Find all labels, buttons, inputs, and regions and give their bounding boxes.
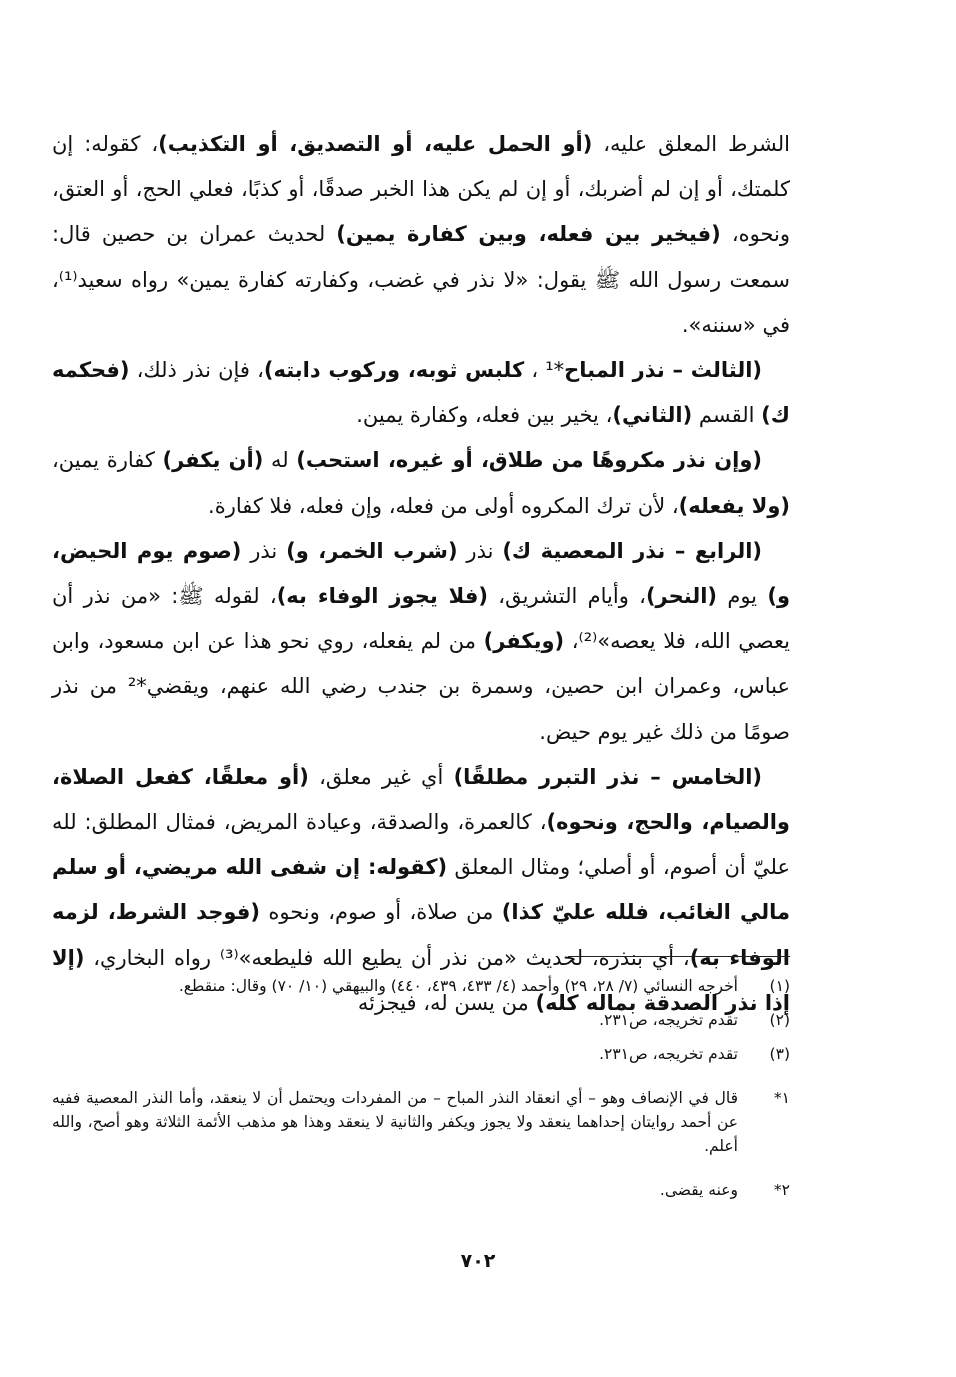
text-run: ، يخير بين فعله، وكفارة يمين. (356, 403, 613, 428)
footnote-text: تقدم تخريجه، ص٢٣١. (599, 1011, 738, 1029)
bold-run: (ولا يفعله) (678, 493, 790, 518)
bold-run: (الثالث – نذر المباح (564, 358, 763, 383)
bold-run: (أو معلقًا، كفعل الصلاة، والصيام، والحج، ونحوه) (52, 764, 790, 835)
text-run: أي غير معلق، (308, 764, 454, 789)
paragraph-2 (52, 348, 790, 438)
bold-run: (صوم يوم الحيض، و) (52, 538, 791, 609)
text-run: من لم يفعله، روي نحو هذا عن ابن مسعود، وابن عباس، وعمران ابن حصين، وسمرة بن جندب رضي الله عنهم، ويقضي*² من نذر صومًا من ذلك غير يوم حيض. (52, 629, 790, 744)
text-run: ، فإن نذر ذلك، (129, 358, 264, 383)
footnote-star-1 (52, 1086, 790, 1158)
text-run: الشرط المعلق عليه، (592, 132, 790, 156)
footnote-text: قال في الإنصاف وهو – أي انعقاد النذر المباح – من المفردات ويحتمل أن لا ينعقد، وأما النذر المعصية ففيه عن أحمد روايتان إحداهما ينعقد ولا يجوز ويكفر والثانية لا ينعقد وهذا هو مذهب الأئمة الثلاثة وهو أصح، والله أعلم. (52, 1089, 738, 1155)
paragraph-3 (52, 438, 790, 528)
bold-run: (فيخير بين فعله، وبين كفارة يمين) (336, 222, 721, 247)
footnote-star-2 (52, 1178, 790, 1202)
paragraph-1 (52, 122, 790, 348)
bold-run: (الثاني) (612, 403, 693, 428)
bold-run: (الرابع – نذر المعصية ك) (502, 538, 763, 563)
bold-run: (فوجد الشرط، لزمه الوفاء به) (52, 900, 790, 970)
text-run: ، كقوله: إن كلمتك، أو إن لم أضربك، أو إن لم يكن هذا الخبر صدقًا، أو كذبًا، فعلي الحج، أو العتق، ونحوه، (52, 132, 790, 247)
bold-run: (شرب الخمر، و) (286, 538, 458, 563)
footnote-number: (١) (769, 977, 790, 995)
text-run: ، أي بنذره، لحديث «من نذر أن يطيع الله فليطعه»⁽³⁾ رواه البخاري، (84, 945, 690, 970)
bold-run: (وإن نذر مكروهًا من طلاق، أو غيره، استحب) (296, 448, 762, 473)
bold-run: (النحر) (645, 584, 718, 609)
bold-run: (فحكمه ك) (52, 358, 790, 428)
text-run: من صلاة، أو صوم، ونحوه (259, 900, 502, 925)
footnotes (52, 974, 790, 1212)
footnote-text: وعنه يقضى. (659, 1181, 738, 1199)
footnote-number: (٣) (769, 1045, 790, 1063)
bold-run: (أو الحمل عليه، أو التصديق، أو التكذيب) (158, 132, 593, 156)
footnote-text: تقدم تخريجه، ص٢٣١. (599, 1045, 738, 1063)
text-run: نذر (457, 538, 503, 563)
text-run: ، لقوله ﷺ: «من نذر أن يعصي الله، فلا يعصه»⁽²⁾، (52, 584, 790, 654)
bold-run: (إلا إذا نذر الصدقة بماله كله) (52, 945, 790, 1015)
footnote-2 (52, 1008, 790, 1032)
bold-run: (الخامس – نذر التبرر مطلقًا) (453, 764, 762, 789)
footnote-number: ١* (773, 1089, 790, 1107)
text-run: ، كالعمرة، والصدقة، وعيادة المريض، فمثال المطلق: لله عليّ أن أصوم، أو أصلي؛ ومثال المعلق (52, 810, 790, 880)
footnote-number: ٢* (773, 1181, 790, 1199)
text-run: كفارة يمين، (52, 448, 163, 473)
footnote-separator (568, 956, 790, 957)
text-run: يوم (717, 584, 768, 609)
text-run: نذر (241, 538, 287, 563)
paragraph-4 (52, 529, 790, 755)
bold-run: (أن يكفر) (162, 448, 264, 473)
bold-run: (فلا يجوز الوفاء به) (276, 584, 488, 609)
bold-run: (ويكفر) (483, 629, 565, 654)
footnote-text: أخرجه النسائي (٧/ ٢٨، ٢٩) وأحمد (٤/ ٤٣٣، ٤٣٩، ٤٤٠) والبيهقي (١٠/ ٧٠) وقال: منقطع. (178, 977, 738, 995)
text-run: ، وأيام التشريق، (487, 584, 646, 609)
text-run: من يسن له، فيجزئه (357, 990, 536, 1015)
page-number: ٧٠٢ (460, 1250, 496, 1272)
bold-run: كلبس ثوبه، وركوب دابته) (263, 358, 525, 383)
text-run: لحديث عمران بن حصين قال: سمعت رسول الله ﷺ يقول: «لا نذر في غضب، وكفارته كفارة يمين» رواه سعيد⁽¹⁾، في «سننه». (52, 222, 790, 337)
footnote-number: (٢) (769, 1011, 790, 1029)
text-run: القسم (692, 403, 762, 428)
bold-run: (كقوله: إن شفى الله مريضي، أو سلم مالي الغائب، فلله عليّ كذا) (52, 855, 790, 925)
main-text (52, 122, 790, 1026)
text-run: له (263, 448, 297, 473)
text-run: ، لأن ترك المكروه أولى من فعله، وإن فعله، فلا كفارة. (208, 493, 679, 518)
text-run: *¹ ، (524, 358, 565, 383)
footnote-1 (52, 974, 790, 998)
footnote-3 (52, 1042, 790, 1066)
